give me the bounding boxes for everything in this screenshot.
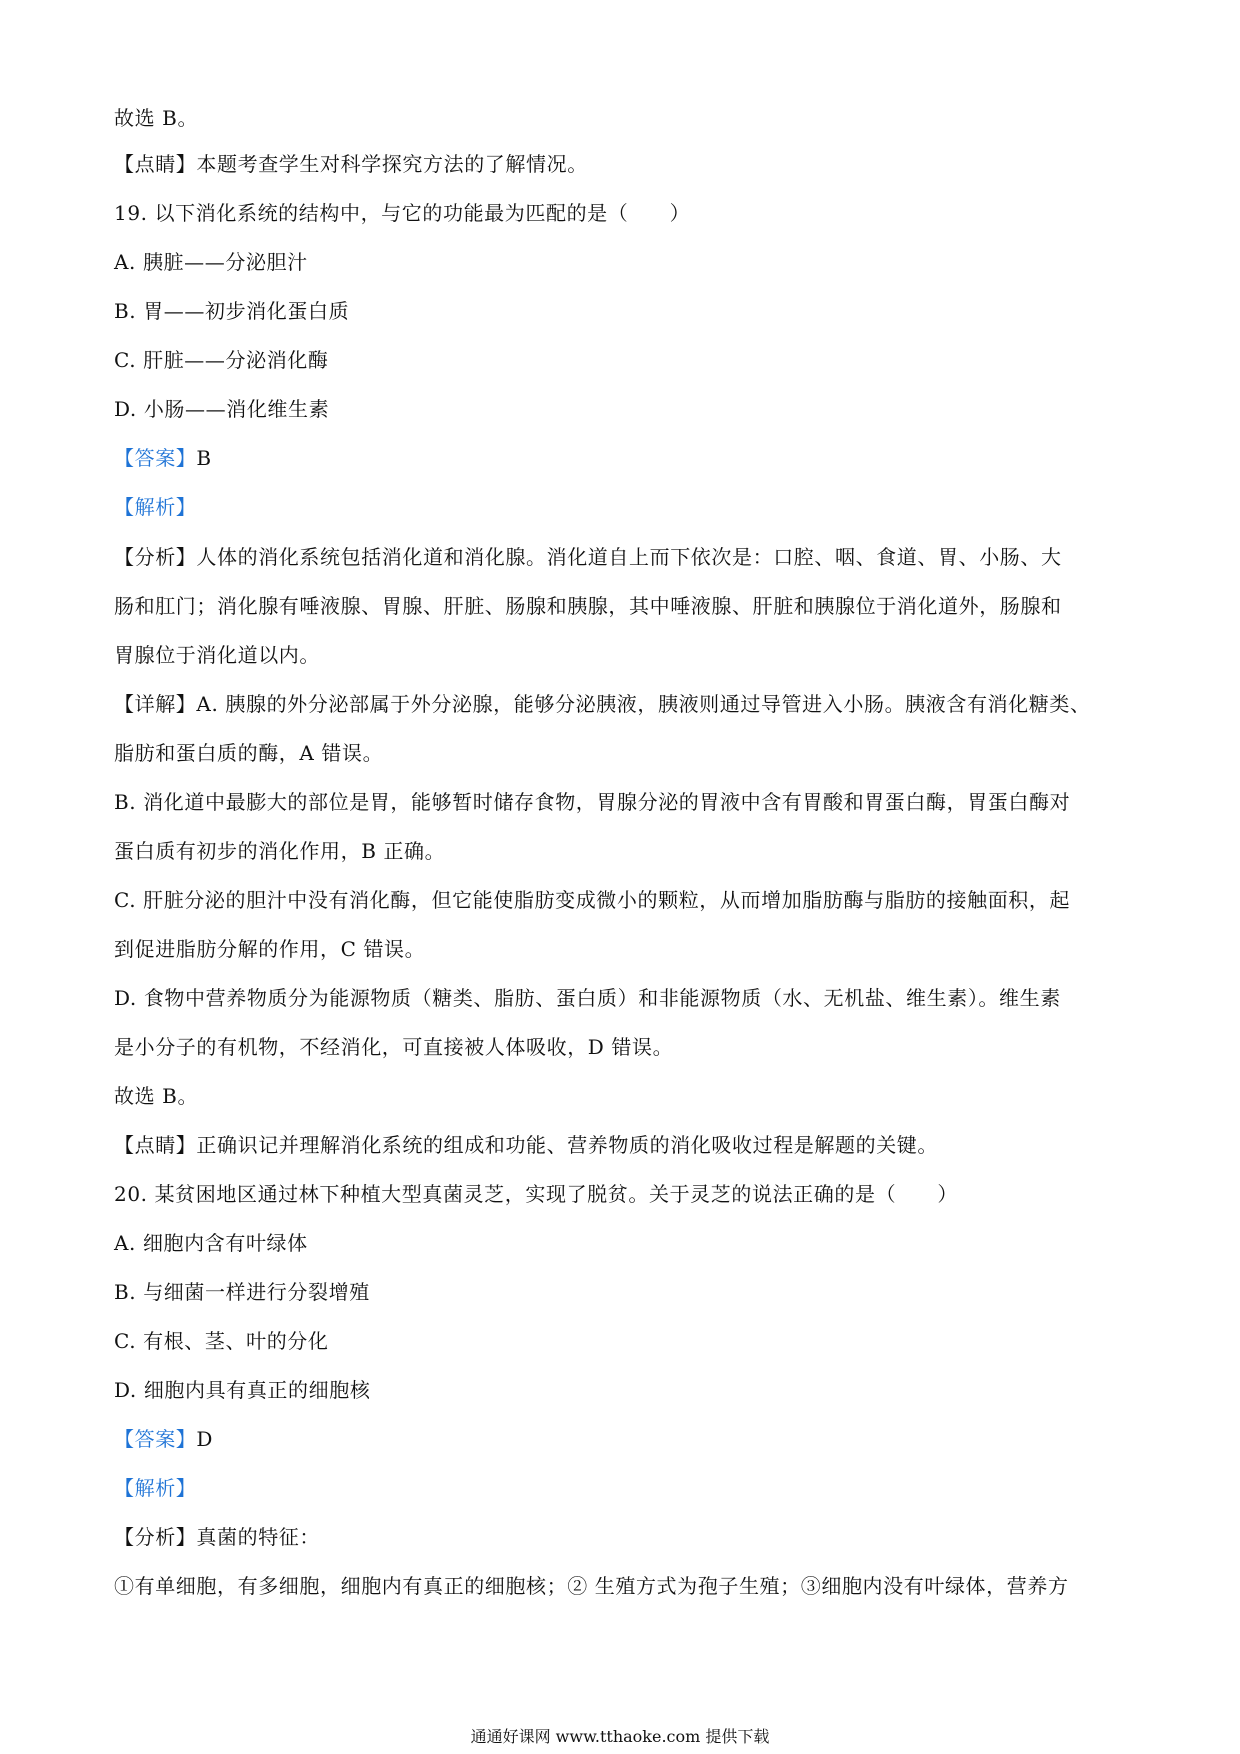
answer-value: B — [196, 446, 212, 470]
key-point-tag: 【点睛】 — [114, 152, 197, 176]
question-19 — [114, 199, 1134, 227]
line-text: 脂肪和蛋白质的酶，A 错误。 — [114, 741, 384, 765]
line-text: D. 食物中营养物质分为能源物质（糖类、脂肪、蛋白质）和非能源物质（水、无机盐、维生素）。维生素 — [114, 986, 1061, 1010]
answer-tag: 【答案】 — [114, 1427, 197, 1451]
line-text: C. 肝脏分泌的胆汁中没有消化酶，但它能使脂肪变成微小的颗粒，从而增加脂肪酶与脂肪的接触面积，起 — [114, 888, 1071, 912]
key-point-tag: 【点睛】 — [114, 1133, 197, 1157]
detail-line — [114, 935, 1134, 963]
line-text: ①有单细胞，有多细胞，细胞内有真正的细胞核；② 生殖方式为孢子生殖；③细胞内没有叶绿体，营养方 — [114, 1574, 1069, 1598]
question-text: 20. 某贫困地区通过林下种植大型真菌灵芝，实现了脱贫。关于灵芝的说法正确的是（ ） — [114, 1182, 958, 1206]
line-text: 蛋白质有初步的消化作用，B 正确。 — [114, 839, 446, 863]
line-text: 故选 B。 — [114, 1084, 199, 1108]
option-text: A. 细胞内含有叶绿体 — [114, 1231, 308, 1255]
option-b — [114, 297, 1134, 325]
line-text: B. 消化道中最膨大的部位是胃，能够暂时储存食物，胃腺分泌的胃液中含有胃酸和胃蛋白酶，胃蛋白酶对 — [114, 790, 1071, 814]
line-text: 人体的消化系统包括消化道和消化腺。消化道自上而下依次是：口腔、咽、食道、胃、小肠、大 — [196, 545, 1062, 569]
option-text: B. 与细菌一样进行分裂增殖 — [114, 1280, 370, 1304]
analysis-line — [114, 1523, 1134, 1551]
detail-line — [114, 690, 1134, 718]
line-text: 是小分子的有机物，不经消化，可直接被人体吸收，D 错误。 — [114, 1035, 674, 1059]
answer-line — [114, 444, 1134, 472]
option-a — [114, 1229, 1134, 1257]
analysis-line — [114, 641, 1134, 669]
option-text: C. 有根、茎、叶的分化 — [114, 1329, 329, 1353]
option-text: D. 小肠——消化维生素 — [114, 397, 330, 421]
answer-line — [114, 1425, 1134, 1453]
analysis-tag: 【解析】 — [114, 1476, 197, 1500]
option-b — [114, 1278, 1134, 1306]
line-text: A. 胰腺的外分泌部属于外分泌腺，能够分泌胰液，胰液则通过导管进入小肠。胰液含有消化糖类、 — [196, 692, 1091, 716]
detail-line — [114, 984, 1134, 1012]
option-text: B. 胃——初步消化蛋白质 — [114, 299, 350, 323]
line-text: 正确识记并理解消化系统的组成和功能、营养物质的消化吸收过程是解题的关键。 — [196, 1133, 939, 1157]
option-d — [114, 1376, 1134, 1404]
option-d — [114, 395, 1134, 423]
analysis-subtag: 【分析】 — [114, 545, 197, 569]
analysis-heading — [114, 1474, 1134, 1502]
analysis-heading — [114, 493, 1134, 521]
detail-line — [114, 788, 1134, 816]
text-line — [114, 1082, 1134, 1110]
option-c — [114, 1327, 1134, 1355]
line-text: 到促进脂肪分解的作用，C 错误。 — [114, 937, 426, 961]
line-text: 故选 B。 — [114, 106, 199, 130]
question-text: 19. 以下消化系统的结构中，与它的功能最为匹配的是（ ） — [114, 201, 691, 225]
detail-line — [114, 837, 1134, 865]
option-c — [114, 346, 1134, 374]
option-text: D. 细胞内具有真正的细胞核 — [114, 1378, 371, 1402]
analysis-line — [114, 543, 1134, 571]
analysis-line — [114, 592, 1134, 620]
key-point-line — [114, 150, 1134, 178]
answer-tag: 【答案】 — [114, 446, 197, 470]
line-text: 真菌的特征： — [196, 1525, 321, 1549]
line-text: 胃腺位于消化道以内。 — [114, 643, 320, 667]
analysis-tag: 【解析】 — [114, 495, 197, 519]
detail-tag: 【详解】 — [114, 692, 197, 716]
text-line — [114, 104, 1134, 132]
line-text: 肠和肛门；消化腺有唾液腺、胃腺、肝脏、肠腺和胰腺，其中唾液腺、肝脏和胰腺位于消化道外，肠腺和 — [114, 594, 1062, 618]
detail-line — [114, 886, 1134, 914]
option-a — [114, 248, 1134, 276]
analysis-line — [114, 1572, 1134, 1600]
key-point-line — [114, 1131, 1134, 1159]
answer-value: D — [196, 1427, 214, 1451]
analysis-subtag: 【分析】 — [114, 1525, 197, 1549]
detail-line — [114, 739, 1134, 767]
detail-line — [114, 1033, 1134, 1061]
page-footer: 通通好课网 www.tthaoke.com 提供下载 — [470, 1727, 770, 1746]
question-20 — [114, 1180, 1134, 1208]
option-text: C. 肝脏——分泌消化酶 — [114, 348, 329, 372]
line-text: 本题考查学生对科学探究方法的了解情况。 — [196, 152, 588, 176]
option-text: A. 胰脏——分泌胆汁 — [114, 250, 308, 274]
